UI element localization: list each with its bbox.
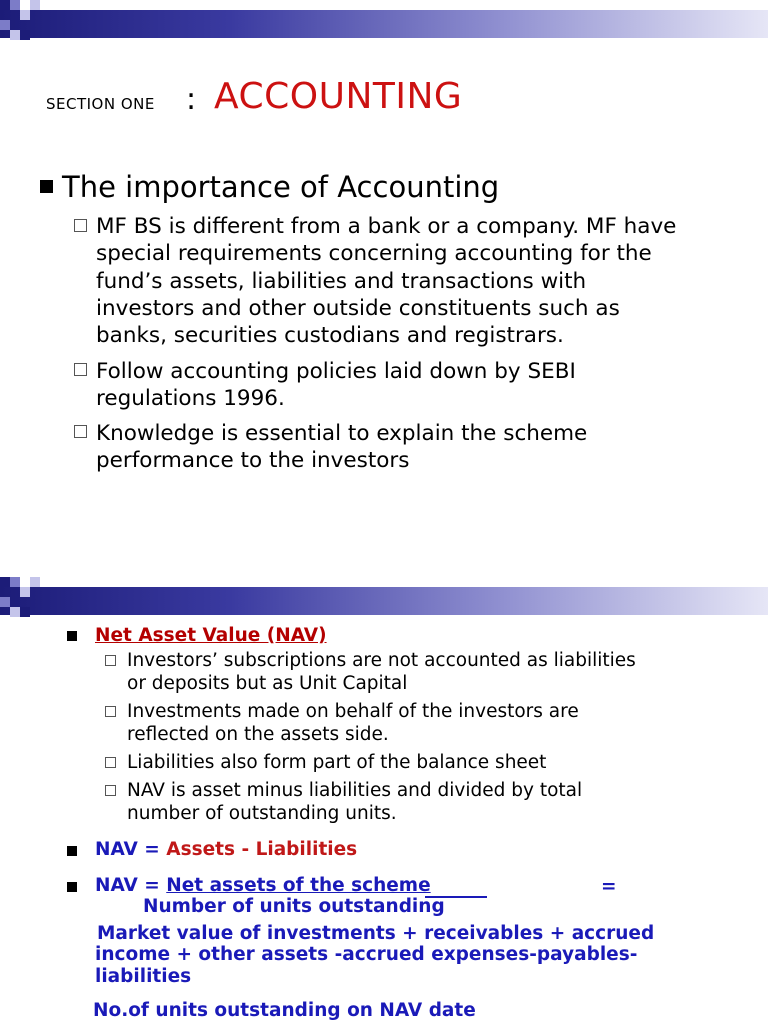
text-line: special requirements concerning accounting for the <box>96 241 652 267</box>
text-line: Knowledge is essential to explain the scheme <box>96 421 588 446</box>
text-line: Market value of investments + receivables + accrued <box>97 923 655 944</box>
checkbox-bullet-icon <box>74 219 87 232</box>
formula-liabilities: Liabilities <box>255 839 358 860</box>
formula-nav-ratio <box>95 875 431 896</box>
corner-square <box>0 597 10 607</box>
checkbox-bullet-icon <box>74 425 87 438</box>
text-line: Investments made on behalf of the investors are <box>127 701 579 722</box>
formula-equals: = <box>601 876 617 897</box>
header-band <box>0 587 768 615</box>
corner-square <box>20 607 30 617</box>
sub-point-knowledge <box>96 420 756 475</box>
text-line: income + other assets -accrued expenses-payables- <box>95 944 638 965</box>
text-line: MF BS is different from a bank or a company. MF have <box>96 214 677 239</box>
nav-sub-point-subscriptions <box>127 650 757 695</box>
formula-prefix: NAV = <box>95 839 167 860</box>
formula-numerator: Net assets of the scheme <box>166 875 431 896</box>
header-band <box>0 10 768 38</box>
text-line: regulations 1996. <box>96 386 285 412</box>
corner-square <box>0 20 10 30</box>
nav-heading: Net Asset Value (NAV) <box>95 625 327 646</box>
corner-square <box>20 587 30 597</box>
corner-square <box>20 10 30 20</box>
corner-square <box>10 0 20 10</box>
text-line: number of outstanding units. <box>127 802 397 824</box>
corner-square <box>20 30 30 40</box>
text-line: or deposits but as Unit Capital <box>127 672 408 694</box>
text-line: banks, securities custodians and registrars. <box>96 323 564 349</box>
corner-square <box>0 0 10 10</box>
formula-assets: Assets <box>166 839 235 860</box>
text-line: fund’s assets, liabilities and transactions with <box>96 268 587 294</box>
text-line: performance to the investors <box>96 448 410 474</box>
main-point: The importance of Accounting <box>62 170 500 204</box>
checkbox-bullet-icon <box>105 706 116 717</box>
section-colon: : <box>186 82 197 117</box>
corner-square <box>0 577 10 587</box>
bullet-square-icon <box>40 180 53 193</box>
checkbox-bullet-icon <box>74 363 87 376</box>
formula-market-value-cont <box>95 944 637 987</box>
checkbox-bullet-icon <box>105 785 116 796</box>
checkbox-bullet-icon <box>105 757 116 768</box>
corner-square <box>10 30 20 40</box>
text-line: Investors’ subscriptions are not accounted as liabilities <box>127 650 636 671</box>
corner-square <box>30 0 40 10</box>
corner-square <box>10 607 20 617</box>
sub-point-mf-bs <box>96 213 756 349</box>
section-title: ACCOUNTING <box>214 76 463 117</box>
bullet-square-icon <box>67 882 77 892</box>
section-label: SECTION ONE <box>46 95 155 113</box>
text-line: reflected on the assets side. <box>127 723 389 745</box>
text-line: Liabilities also form part of the balance sheet <box>127 752 547 773</box>
nav-sub-point-definition <box>127 780 757 825</box>
text-line: investors and other outside constituents such as <box>96 295 620 321</box>
formula-market-value <box>97 923 654 945</box>
checkbox-bullet-icon <box>105 655 116 666</box>
corner-square <box>10 577 20 587</box>
formula-prefix: NAV = <box>95 875 167 896</box>
sub-point-sebi <box>96 358 756 413</box>
text-line: NAV is asset minus liabilities and divided by total <box>127 780 583 801</box>
bullet-square-icon <box>67 846 77 856</box>
nav-sub-point-investments <box>127 701 757 746</box>
formula-units-on-nav-date: No.of units outstanding on NAV date <box>93 1000 476 1021</box>
text-line: Follow accounting policies laid down by SEBI <box>96 359 576 384</box>
formula-assets-liabilities <box>95 839 357 860</box>
corner-square <box>30 577 40 587</box>
formula-denominator: Number of units outstanding <box>143 896 445 917</box>
formula-minus: - <box>235 839 256 860</box>
text-line: liabilities <box>95 965 192 987</box>
bullet-square-icon <box>67 631 77 641</box>
nav-sub-point-liabilities <box>127 752 757 775</box>
